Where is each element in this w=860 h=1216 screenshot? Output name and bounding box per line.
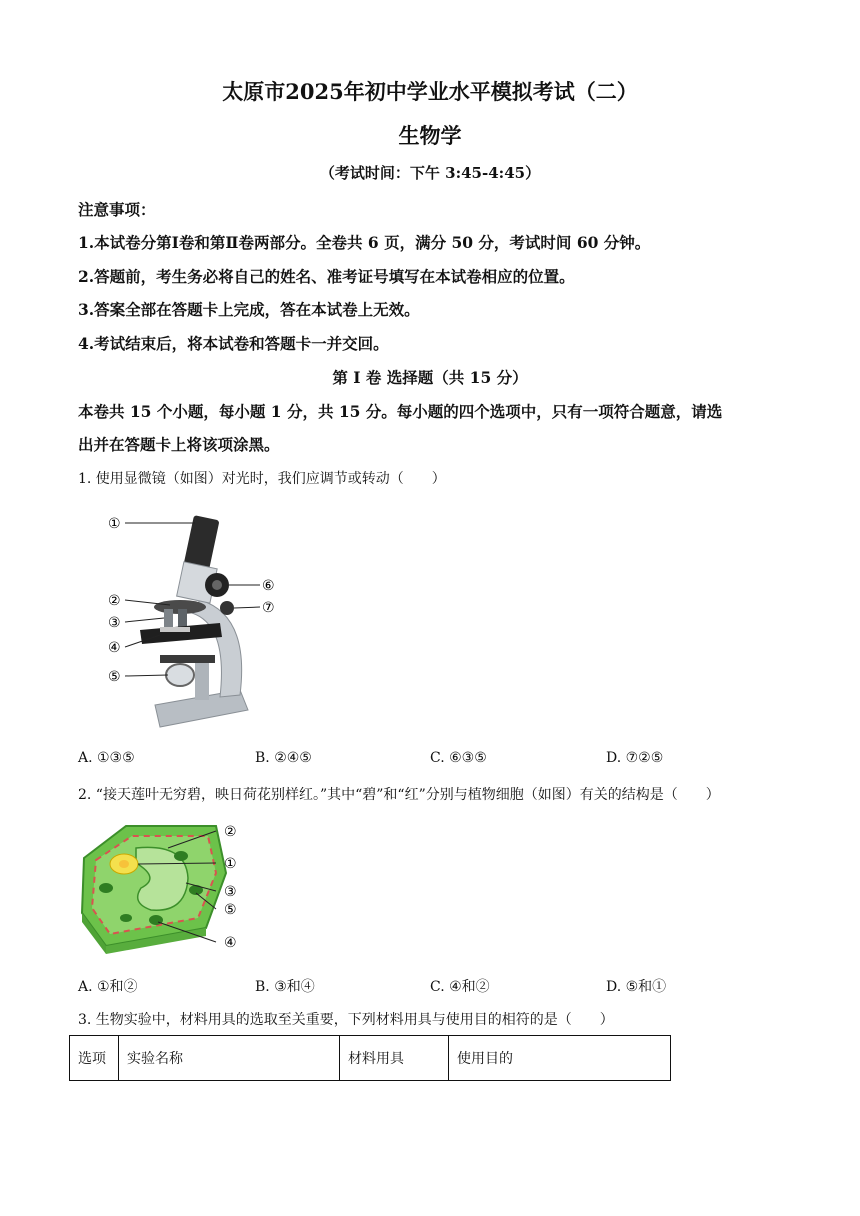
exam-time: （考试时间：下午 3:45-4:45）: [319, 164, 541, 182]
question-1-stem: 1. 使用显微镜（如图）对光时，我们应调节或转动（ ）: [78, 471, 446, 487]
table-header-row: [70, 1036, 671, 1081]
header-cell-experiment: 实验名称: [119, 1036, 340, 1081]
cell-label-3: ③: [224, 884, 237, 900]
question-2-stem: 2. “接天莲叶无穷碧，映日荷花别样红。”其中“碧”和“红”分别与植物细胞（如图）有关的结构是（ ）: [78, 787, 720, 803]
section-intro-line1: 本卷共 15 个小题，每小题 1 分，共 15 分。每小题的四个选项中，只有一项符合题意，请选: [78, 402, 723, 421]
q1-option-a: A. ①③⑤: [78, 750, 135, 766]
q2-option-c: C. ④和②: [430, 979, 490, 995]
q3-table: [69, 1035, 671, 1081]
section-title: 第 I 卷 选择题（共 15 分）: [332, 368, 528, 387]
section-intro-line2: 出并在答题卡上将该项涂黑。: [78, 435, 280, 454]
header-cell-option: 选项: [70, 1036, 119, 1081]
q1-option-c: C. ⑥③⑤: [430, 750, 487, 766]
cell-label-2: ②: [224, 824, 237, 840]
q1-option-b: B. ②④⑤: [255, 750, 312, 766]
microscope-label-5: ⑤: [108, 669, 121, 685]
header-cell-purpose: 使用目的: [449, 1036, 671, 1081]
q2-option-a: A. ①和②: [78, 979, 138, 995]
note-item: 3.答案全部在答题卡上完成，答在本试卷上无效。: [78, 300, 420, 319]
note-item: 4.考试结束后，将本试卷和答题卡一并交回。: [78, 334, 389, 353]
microscope-label-6: ⑥: [262, 578, 275, 594]
cell-label-4: ④: [224, 935, 237, 951]
microscope-label-1: ①: [108, 516, 121, 532]
q2-option-b: B. ③和④: [255, 979, 315, 995]
question-3-stem: 3. 生物实验中，材料用具的选取至关重要，下列材料用具与使用目的相符的是（ ）: [78, 1012, 614, 1028]
microscope-label-2: ②: [108, 593, 121, 609]
q1-option-d: D. ⑦②⑤: [606, 750, 664, 766]
cell-label-5: ⑤: [224, 902, 237, 918]
cell-label-1: ①: [224, 856, 237, 872]
q2-option-d: D. ⑤和①: [606, 979, 667, 995]
microscope-label-3: ③: [108, 615, 121, 631]
subject-title: 生物学: [398, 123, 462, 148]
microscope-label-7: ⑦: [262, 600, 275, 616]
microscope-figure: [100, 505, 300, 735]
exam-title: 太原市2025年初中学业水平模拟考试（二）: [222, 79, 638, 104]
microscope-label-4: ④: [108, 640, 121, 656]
note-item: 1.本试卷分第Ⅰ卷和第Ⅱ卷两部分。全卷共 6 页，满分 50 分，考试时间 60 分钟。: [78, 233, 651, 252]
header-cell-materials: 材料用具: [340, 1036, 449, 1081]
plant-cell-figure: [76, 818, 256, 958]
note-item: 2.答题前，考生务必将自己的姓名、准考证号填写在本试卷相应的位置。: [78, 267, 575, 286]
notes-heading: 注意事项：: [78, 200, 156, 219]
